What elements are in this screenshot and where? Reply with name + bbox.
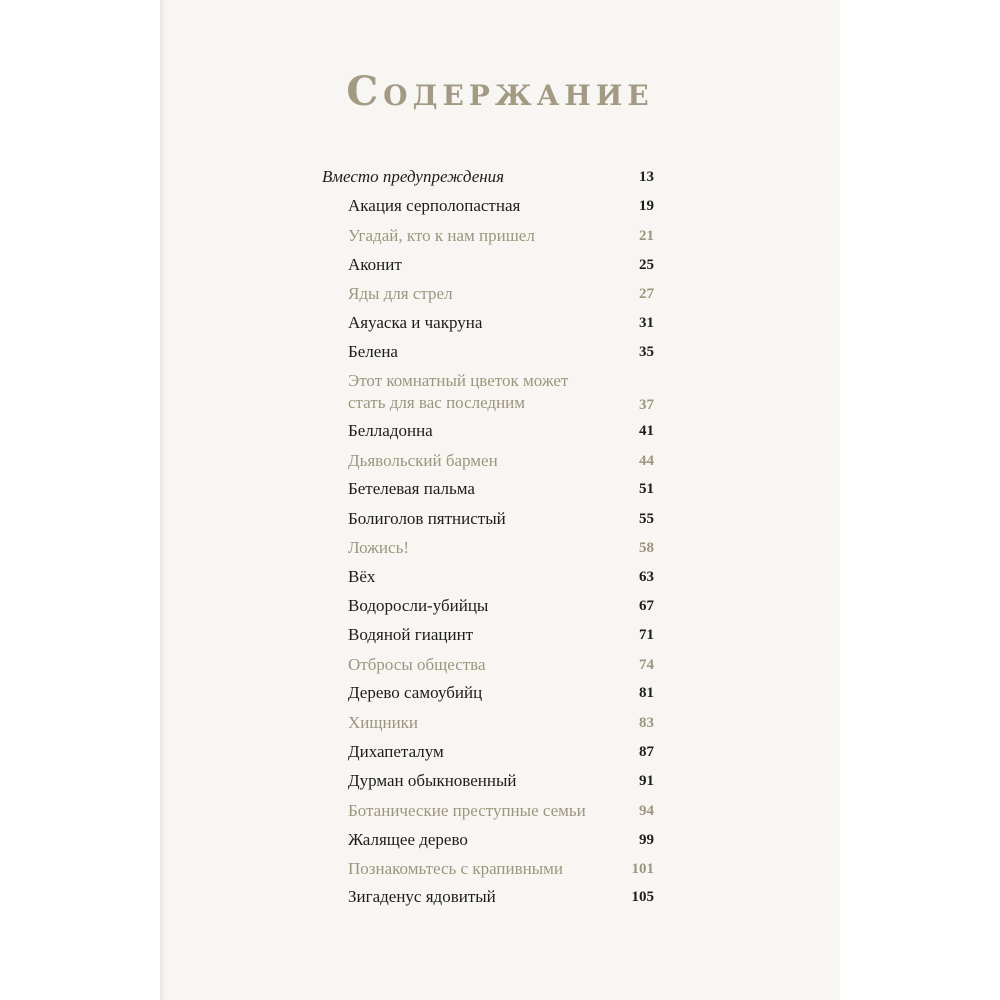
- toc-entry-title: Аконит: [348, 255, 402, 274]
- toc-entry-title: Вёх: [348, 567, 376, 586]
- toc-entry-title: Хищники: [348, 713, 419, 732]
- toc-entry-page: 94: [639, 803, 654, 819]
- toc-entry-page: 55: [639, 511, 654, 527]
- toc-entry-page: 41: [639, 423, 654, 439]
- toc-entry-page: 81: [639, 685, 654, 701]
- toc-entry-title: Вместо предупреждения: [322, 167, 505, 186]
- toc-entry-title: Познакомьтесь с крапивными: [348, 859, 563, 878]
- toc-entry-title: Акация серполопастная: [348, 196, 521, 215]
- toc-entry-title: Ложись!: [348, 538, 409, 557]
- toc-entry-title-line2: стать для вас последним: [348, 393, 526, 412]
- toc-entry-page: 51: [639, 481, 654, 497]
- toc-entry-title: Болиголов пятнистый: [348, 509, 506, 528]
- toc-entry-title: Водяной гиацинт: [348, 625, 474, 644]
- toc-entry-page: 67: [639, 598, 654, 614]
- toc-entry-page: 44: [639, 453, 654, 469]
- toc-entry-title: Дерево самоубийц: [348, 683, 483, 702]
- toc-entry-page: 87: [639, 744, 654, 760]
- toc-entry-page: 105: [631, 889, 654, 905]
- toc-entry-title: Зигаденус ядовитый: [348, 887, 496, 906]
- toc-entry-title: Белладонна: [348, 421, 433, 440]
- toc-entry-title: Дьявольский бармен: [348, 451, 498, 470]
- toc-entry-page: 27: [639, 286, 654, 302]
- toc-entry-page: 35: [639, 344, 654, 360]
- toc-entry-title: Ботанические преступные семьи: [348, 801, 586, 820]
- toc-entry-title: Белена: [348, 342, 398, 361]
- toc-entry-title: Жалящее дерево: [348, 830, 468, 849]
- toc-entry-title: Водоросли-убийцы: [348, 596, 489, 615]
- toc-entry-title: Угадай, кто к нам пришел: [348, 226, 535, 245]
- toc-entry-title: Дихапеталум: [348, 742, 444, 761]
- toc-entry-page: 99: [639, 832, 654, 848]
- toc-entry-title: Бетелевая пальма: [348, 479, 475, 498]
- toc-entry-page: 74: [639, 657, 654, 673]
- toc-entry-page: 63: [639, 569, 654, 585]
- toc-entry-page: 21: [639, 228, 654, 244]
- toc-entry-page: 37: [639, 397, 654, 413]
- toc-entry-page: 13: [639, 169, 654, 185]
- toc-entry-title: Яды для стрел: [348, 284, 453, 303]
- toc-entry-page: 71: [639, 627, 654, 643]
- toc-entry-page: 25: [639, 257, 654, 273]
- toc-entry-page: 31: [639, 315, 654, 331]
- toc-entry-page: 101: [631, 861, 654, 877]
- toc-entry-page: 19: [639, 198, 654, 214]
- toc-entry-page: 58: [639, 540, 654, 556]
- toc-entry-page: 83: [639, 715, 654, 731]
- toc-entry-title: Отбросы общества: [348, 655, 486, 674]
- toc-entry-title-line1: Этот комнатный цветок может: [348, 371, 569, 390]
- page-title: Содержание: [346, 68, 654, 115]
- toc-entry-title: Дурман обыкновенный: [348, 771, 517, 790]
- toc-entry-title: Аяуаска и чакруна: [348, 313, 483, 332]
- toc-entry-page: 91: [639, 773, 654, 789]
